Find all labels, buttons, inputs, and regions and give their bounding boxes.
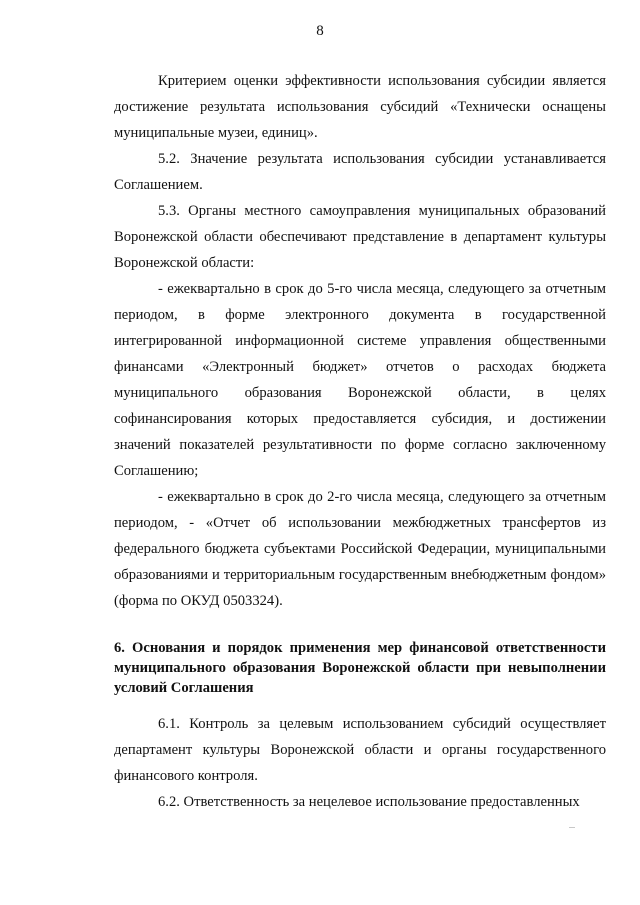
spacer <box>114 614 606 636</box>
paragraph-6-1: 6.1. Контроль за целевым использованием субсидий осуществляет департамент культуры Воронежской области и органы государственного финансового контроля. <box>114 716 606 784</box>
paragraph-5-2: 5.2. Значение результата использования субсидии устанавливается Соглашением. <box>114 151 606 193</box>
paragraph-criterion: Критерием оценки эффективности использования субсидии является достижение результата использования субсидий «Технически оснащены муниципальные музеи, единиц». <box>114 73 606 141</box>
paragraph-6-2: 6.2. Ответственность за нецелевое использование предоставленных <box>158 794 580 810</box>
paragraph-5-3: 5.3. Органы местного самоуправления муниципальных образований Воронежской области обеспечивают представление в департамент культуры Воронежской области: <box>114 203 606 271</box>
list-item-quarterly-report-2: - ежеквартально в срок до 2-го числа месяца, следующего за отчетным периодом, - «Отчет об использовании межбюджетных трансфертов из федерального бюджета субъектами Российской Федерации, муниципальными образованиями и территориальным государственным внебюджетным фондом» (форма по ОКУД 0503324). <box>114 489 606 609</box>
document-body <box>114 68 606 815</box>
scan-mark <box>569 827 575 828</box>
page-number: 8 <box>316 23 324 39</box>
list-item-quarterly-report-1: - ежеквартально в срок до 5-го числа месяца, следующего за отчетным периодом, в форме электронного документа в государственной интегрированной информационной системе управления общественными финансами «Электронный бюджет» отчетов о расходах бюджета муниципального образования Воронежской области, в целях софинансирования которых предоставляется субсидия, и достижении значений показателей результативности по форме согласно заключенному Соглашению; <box>114 281 606 479</box>
spacer <box>114 698 606 711</box>
section-6-heading: 6. Основания и порядок применения мер финансовой ответственности муниципального образования Воронежской области при невыполнении условий Соглашения <box>114 640 606 696</box>
